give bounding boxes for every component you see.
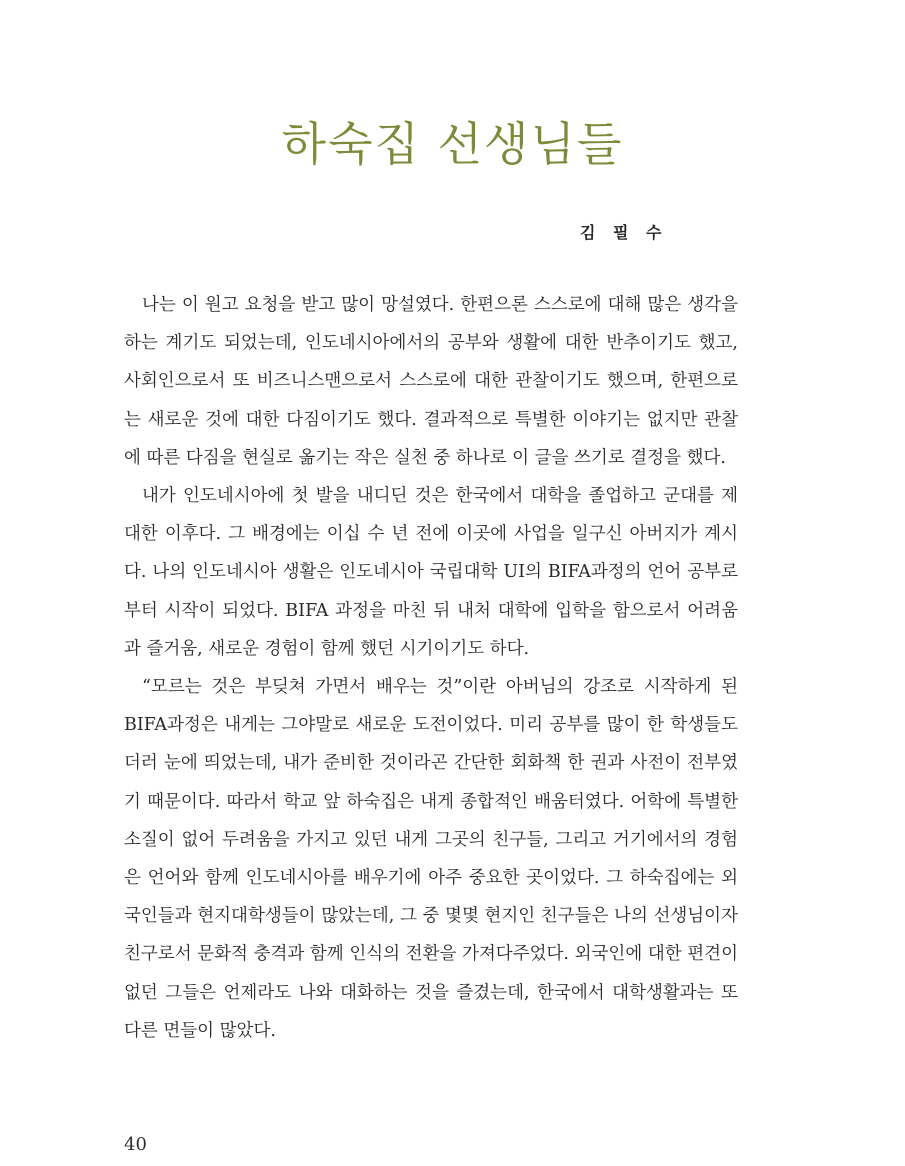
essay-title: 하숙집 선생님들 — [281, 117, 624, 171]
page-number: 40 — [124, 1134, 147, 1155]
paragraph: 나는 이 원고 요청을 받고 많이 망설였다. 한편으론 스스로에 대해 많은 생각을 하는 계기도 되었는데, 인도네시아에서의 공부와 생활에 대한 반추이기도 했고, 사회인으로서 또 비즈니스맨으로서 스스로에 대한 관찰이기도 했으며, 한편으로는 새로운 것에 대한 다짐이기도 했다. 결과적으로 특별한 이야기는 없지만 관찰에 따른 다짐을 현실로 옮기는 작은 실천 중 하나로 이 글을 쓰기로 결정을 했다. — [124, 295, 738, 468]
paragraph: 내가 인도네시아에 첫 발을 내디딘 것은 한국에서 대학을 졸업하고 군대를 제대한 이후다. 그 배경에는 이십 수 년 전에 이곳에 사업을 일구신 아버지가 계시다. 나의 인도네시아 생활은 인도네시아 국립대학 UI의 BIFA과정의 언어 공부로부터 시작이 되었다. BIFA 과정을 마친 뒤 내처 대학에 입학을 함으로서 어려움과 즐거움, 새로운 경험이 함께 했던 시기이기도 하다. — [124, 486, 738, 659]
author-name: 김 필 수 — [580, 223, 668, 242]
essay-body — [124, 286, 738, 1050]
paragraph: “모르는 것은 부딪쳐 가면서 배우는 것”이란 아버님의 강조로 시작하게 된 BIFA과정은 내게는 그야말로 새로운 도전이었다. 미리 공부를 많이 한 학생들도 더러 눈에 띄었는데, 내가 준비한 것이라곤 간단한 회화책 한 권과 사전이 전부였기 때문이다. 따라서 학교 앞 하숙집은 내게 종합적인 배움터였다. 어학에 특별한 소질이 없어 두려움을 가지고 있던 내게 그곳의 친구들, 그리고 거기에서의 경험은 언어와 함께 인도네시아를 배우기에 아주 중요한 곳이었다. 그 하숙집에는 외국인들과 현지대학생들이 많았는데, 그 중 몇몇 현지인 친구들은 나의 선생님이자 친구로서 문화적 충격과 함께 인식의 전환을 가져다주었다. 외국인에 대한 편견이 없던 그들은 언제라도 나와 대화하는 것을 즐겼는데, 한국에서 대학생활과는 또 다른 면들이 많았다. — [124, 677, 738, 1041]
